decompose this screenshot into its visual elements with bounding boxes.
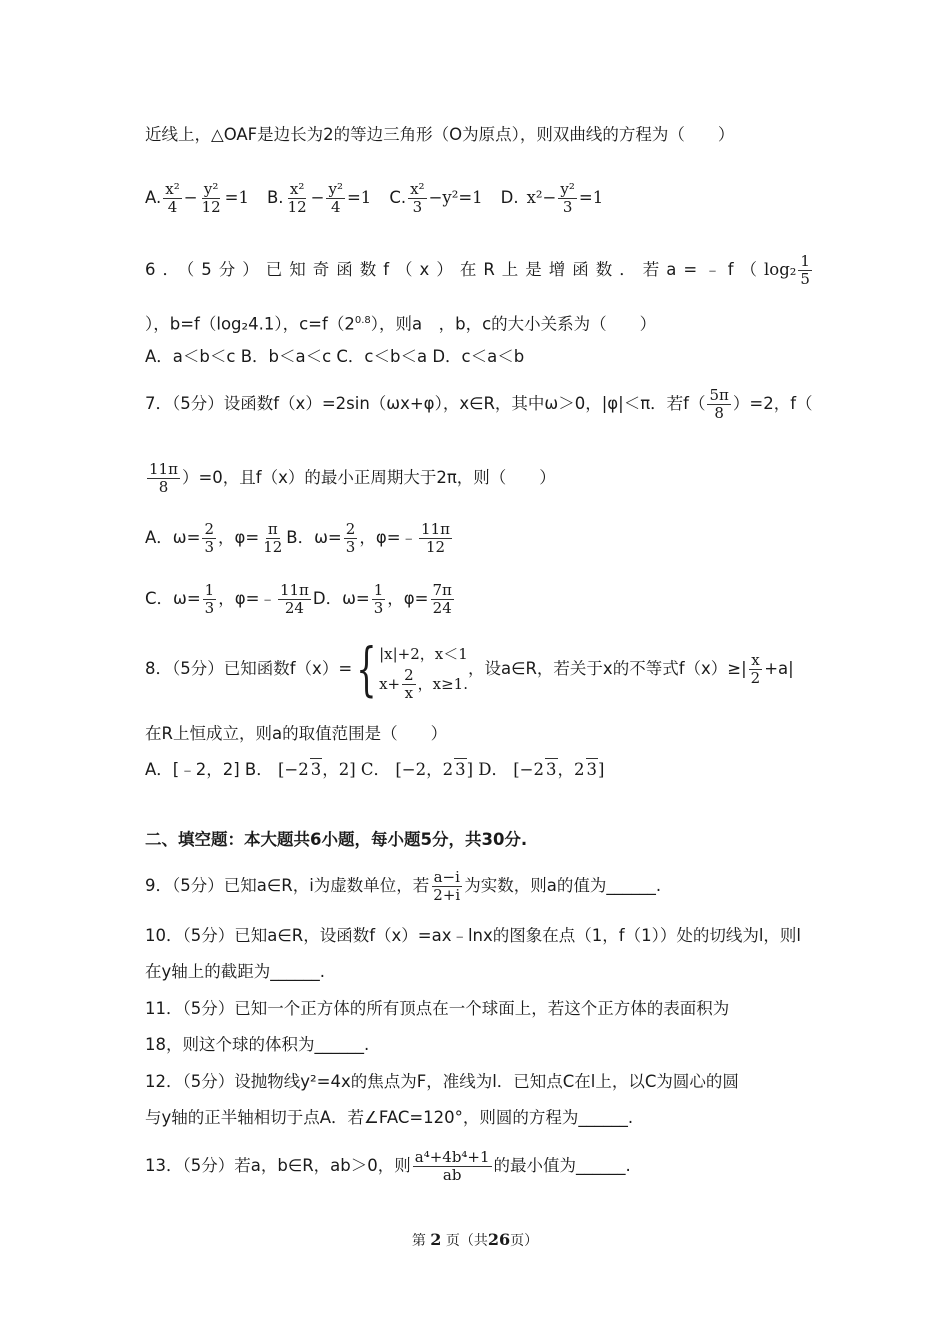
q8-text: 8．（5分）已知函数f（x）=: [145, 659, 353, 678]
frac: $\frac{a-i}{2+i}$: [433, 867, 461, 904]
sqrt: 3: [586, 760, 598, 779]
q8-text2: ，设a∈R，若关于x的不等式f（x）≥|: [467, 659, 747, 678]
footer-text: 第: [411, 1233, 426, 1249]
total-pages: 26: [487, 1230, 511, 1249]
sqrt: 3: [310, 760, 322, 779]
frac: $\frac{1}{3}$: [204, 580, 215, 617]
q6-line2: [145, 310, 806, 336]
interval: [−2，2: [395, 760, 454, 779]
frac: $\frac{x}{2}$: [750, 650, 761, 687]
sqrt: 3: [546, 760, 557, 779]
frac: $\frac{2}{3}$: [345, 519, 356, 556]
frac: $\frac{\text{x²}}{3}$: [410, 179, 425, 216]
opt-c-label: C.: [389, 188, 407, 207]
q7-options-cd: [145, 577, 806, 621]
section-heading: 二、填空题：本大题共6小题，每小题5分，共30分.: [145, 830, 528, 849]
q11-line2: 18，则这个球的体积为______.: [145, 1035, 370, 1054]
opt-b: B．ω=: [286, 528, 342, 547]
opt-a: A．[﹣2，2] B．: [145, 760, 273, 779]
q6-line1: [145, 248, 810, 292]
q12-line1: 12．（5分）设抛物线y²=4x的焦点为F，准线为l．已知点C在l上，以C为圆心的圆: [145, 1072, 739, 1091]
phi: ，φ=﹣: [359, 528, 418, 547]
q9-text2: 为实数，则a的值为______.: [464, 876, 662, 895]
frac: $\frac{2}{3}$: [204, 519, 214, 556]
exponent: 0.8: [354, 315, 371, 326]
q13: [145, 1144, 806, 1188]
opt-a-label: A.: [145, 188, 162, 207]
footer-text: 页）: [510, 1233, 539, 1249]
minus: −: [310, 188, 325, 207]
q9-text: 9．（5分）已知a∈R，i为虚数单位，若: [145, 876, 430, 895]
opt-c: C．ω=: [145, 589, 201, 608]
q8-text3: +a|: [764, 659, 794, 678]
frac: $\frac{\text{x²}}{4}$: [165, 179, 180, 216]
expr: −y²=1: [428, 188, 483, 207]
frac: $\frac{\pi}{12}$: [263, 519, 283, 556]
frac: $\frac{11\pi}{8}$: [149, 459, 178, 496]
interval: ，2] C．: [322, 760, 391, 779]
frac: $\frac{7\pi}{24}$: [432, 580, 452, 617]
q7-options-ab: [145, 516, 806, 560]
case-2: x+ $\frac{2}{x}$ ，x≥1.: [379, 665, 468, 702]
frac: $\frac{1}{3}$: [373, 580, 384, 617]
q8-options: [145, 758, 806, 781]
piecewise: [379, 639, 468, 702]
page-number: 2: [430, 1230, 442, 1249]
q7-line1: [145, 382, 813, 426]
phi: ，φ=﹣: [218, 589, 276, 608]
page-footer: [0, 1230, 950, 1250]
frac: $\frac{\text{y²}}{12}$: [201, 179, 221, 216]
q10-line1: 10．（5分）已知a∈R，设函数f（x）=ax﹣lnx的图象在点（1，f（1））处的切线为l，则l: [145, 926, 801, 945]
eq: =1: [578, 188, 604, 207]
q13-text: 13．（5分）若a，b∈R，ab＞0，则: [145, 1156, 411, 1175]
opt-d-label: D.: [500, 188, 519, 207]
minus: −: [183, 188, 198, 207]
expr: x²−: [526, 188, 557, 207]
q11-line1: 11．（5分）已知一个正方体的所有顶点在一个球面上，若这个正方体的表面积为: [145, 999, 730, 1018]
phi: ，φ=: [217, 528, 260, 547]
frac: $\frac{\text{a⁴+4b⁴+1}}{ab}$: [414, 1147, 490, 1184]
frac: $\frac{\text{y²}}{4}$: [328, 179, 343, 216]
q12-line2: 与y轴的正半轴相切于点A．若∠FAC=120°，则圆的方程为______.: [145, 1108, 634, 1127]
sqrt: 3: [455, 760, 466, 779]
interval: ]: [598, 760, 605, 779]
frac: $\frac{11\pi}{24}$: [279, 580, 309, 617]
q6-options: A．a＜b＜c B．b＜a＜c C．c＜b＜a D．c＜a＜b: [145, 347, 525, 366]
q6-text: 6．（5分）已知奇函数f（x）在R上是增函数．若a=﹣f（: [145, 260, 765, 279]
opt-a: A．ω=: [145, 528, 201, 547]
phi: ，φ=: [387, 589, 429, 608]
q7-line2: [145, 456, 806, 500]
opt-d: D．ω=: [312, 589, 370, 608]
q5-tail: 近线上，△OAF是边长为2的等边三角形（O为原点），则双曲线的方程为（ ）: [145, 125, 735, 144]
frac: $\frac{11\pi}{12}$: [421, 519, 450, 556]
brace-icon: {: [356, 635, 377, 703]
interval: ] D．: [466, 760, 508, 779]
q6-text3: ），则a ，b，c的大小关系为（ ）: [370, 314, 657, 334]
q8-line1: [145, 632, 806, 706]
opt-b-label: B.: [266, 188, 284, 207]
interval: [−2: [513, 760, 545, 779]
log: log₂: [764, 260, 797, 279]
interval: ，2: [557, 760, 585, 779]
q7-text: 7．（5分）设函数f（x）=2sin（ωx+φ），x∈R，其中ω＞0，|φ|＜π．若f（: [145, 394, 706, 413]
q8-line2: 在R上恒成立，则a的取值范围是（ ）: [145, 724, 448, 743]
footer-text: 页（共: [445, 1233, 488, 1249]
q9: [145, 864, 806, 908]
frac: $\frac{\text{x²}}{12}$: [287, 179, 307, 216]
frac: $\frac{5\pi}{8}$: [709, 385, 729, 422]
q5-options: [145, 176, 806, 220]
q13-text2: 的最小值为______.: [493, 1156, 631, 1175]
q7-text3: ）=0，且f（x）的最小正周期大于2π，则（ ）: [181, 468, 556, 487]
q7-text2: ）=2，f（: [732, 394, 813, 413]
frac: $\frac{1}{5}$: [800, 251, 810, 288]
q10-line2: 在y轴上的截距为______.: [145, 962, 326, 981]
q6-text2: ），b=f（log₂4.1），c=f（2: [145, 314, 355, 334]
eq: =1: [346, 188, 372, 207]
interval: [−2: [277, 760, 309, 779]
frac: $\frac{\text{y²}}{3}$: [560, 179, 575, 216]
case-1: |x|+2，x＜1: [379, 645, 468, 663]
eq: =1: [224, 188, 249, 207]
